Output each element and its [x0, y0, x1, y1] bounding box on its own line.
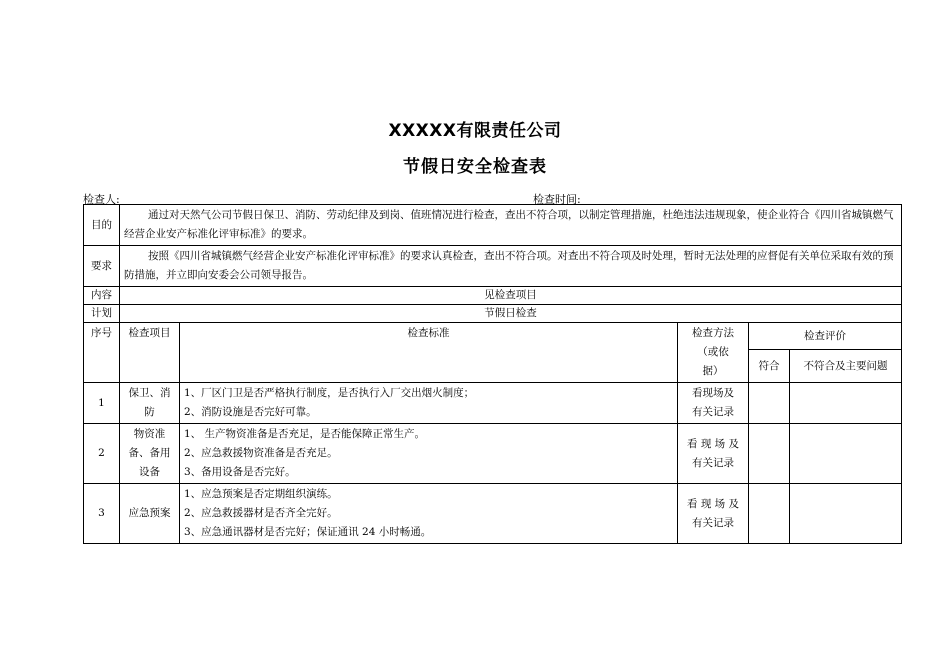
table-row	[84, 424, 902, 484]
method-line: 有关记录	[692, 406, 734, 418]
seq-header: 序号	[84, 323, 120, 383]
content-row	[84, 287, 902, 305]
purpose-label: 目的	[84, 205, 120, 246]
item-name-line: 防	[144, 406, 155, 418]
table-row	[84, 383, 902, 424]
requirement-text: 按照《四川省城镇燃气经营企业安产标准化评审标准》的要求认真检查，查出不符合项。对查出不符合项及时处理，暂时无法处理的应督促有关单位采取有效的预防措施，并立即向安委会公司领导报告。	[120, 246, 902, 287]
method-line: 看现场及	[692, 387, 734, 399]
nonconform-header: 不符合及主要问题	[790, 350, 902, 383]
conform-cell[interactable]	[749, 383, 790, 424]
plan-label: 计划	[84, 305, 120, 323]
standard-line: 2、消防设施是否完好可靠。	[184, 406, 317, 418]
plan-row	[84, 305, 902, 323]
standard-line: 3、备用设备是否完好。	[184, 466, 296, 478]
method-line: 有关记录	[692, 516, 734, 529]
item-name-line: 备、备用	[128, 447, 171, 459]
method-line: 看 现 场 及	[686, 437, 739, 450]
item-method	[678, 484, 749, 544]
inspection-time-label: 检查时间:	[533, 193, 581, 206]
item-standard	[180, 484, 678, 544]
item-name-line: 设备	[139, 466, 160, 478]
item-name-line: 应急预案	[128, 507, 171, 519]
conform-header: 符合	[749, 350, 790, 383]
nonconform-cell[interactable]	[790, 383, 902, 424]
standard-line: 2、应急救援器材是否齐全完好。	[184, 507, 338, 519]
form-title: 节假日安全检查表	[403, 157, 547, 177]
standard-line: 1、厂区门卫是否严格执行制度，是否执行入厂交出烟火制度；	[184, 387, 475, 399]
purpose-text: 通过对天然气公司节假日保卫、消防、劳动纪律及到岗、值班情况进行检查，查出不符合项，以制定管理措施，杜绝违法违规现象，使企业符合《四川省城镇燃气经营企业安产标准化评审标准》的要求。	[120, 205, 902, 246]
item-name	[120, 484, 180, 544]
table-header-row	[84, 323, 902, 350]
plan-value: 节假日检查	[120, 305, 902, 323]
standard-line: 1、 生产物资准备是否充足，是否能保障正常生产。	[184, 428, 426, 440]
inspector-label: 检查人:	[83, 193, 120, 206]
conform-cell[interactable]	[749, 424, 790, 484]
inspection-table	[83, 204, 902, 544]
item-name-line: 物资准	[133, 428, 166, 440]
method-header-line2: （或依	[697, 346, 729, 358]
method-line: 看 现 场 及	[686, 497, 739, 510]
item-name	[120, 424, 180, 484]
standard-line: 3、应急通讯器材是否完好；保证通讯 24 小时畅通。	[184, 526, 432, 538]
standard-line: 1、应急预案是否定期组织演练。	[184, 488, 338, 500]
item-standard	[180, 383, 678, 424]
standard-line: 2、应急救援物资准备是否充足。	[184, 447, 338, 459]
item-seq: 3	[84, 484, 120, 544]
requirement-label: 要求	[84, 246, 120, 287]
table-row	[84, 484, 902, 544]
method-line: 有关记录	[692, 456, 734, 469]
evaluation-header: 检查评价	[749, 323, 902, 350]
method-header-line3: 据）	[702, 365, 724, 377]
conform-cell[interactable]	[749, 484, 790, 544]
content-label: 内容	[84, 287, 120, 305]
method-header-line1: 检查方法	[692, 327, 734, 339]
requirement-row	[84, 246, 902, 287]
purpose-row	[84, 205, 902, 246]
item-name-line: 保卫、消	[128, 387, 171, 399]
item-seq: 1	[84, 383, 120, 424]
item-method	[678, 424, 749, 484]
nonconform-cell[interactable]	[790, 484, 902, 544]
company-title: XXXXX有限责任公司	[388, 121, 562, 141]
standard-header: 检查标准	[180, 323, 678, 383]
item-method	[678, 383, 749, 424]
item-name	[120, 383, 180, 424]
method-header	[678, 323, 749, 383]
item-header: 检查项目	[120, 323, 180, 383]
item-standard	[180, 424, 678, 484]
nonconform-cell[interactable]	[790, 424, 902, 484]
item-seq: 2	[84, 424, 120, 484]
content-value: 见检查项目	[120, 287, 902, 305]
